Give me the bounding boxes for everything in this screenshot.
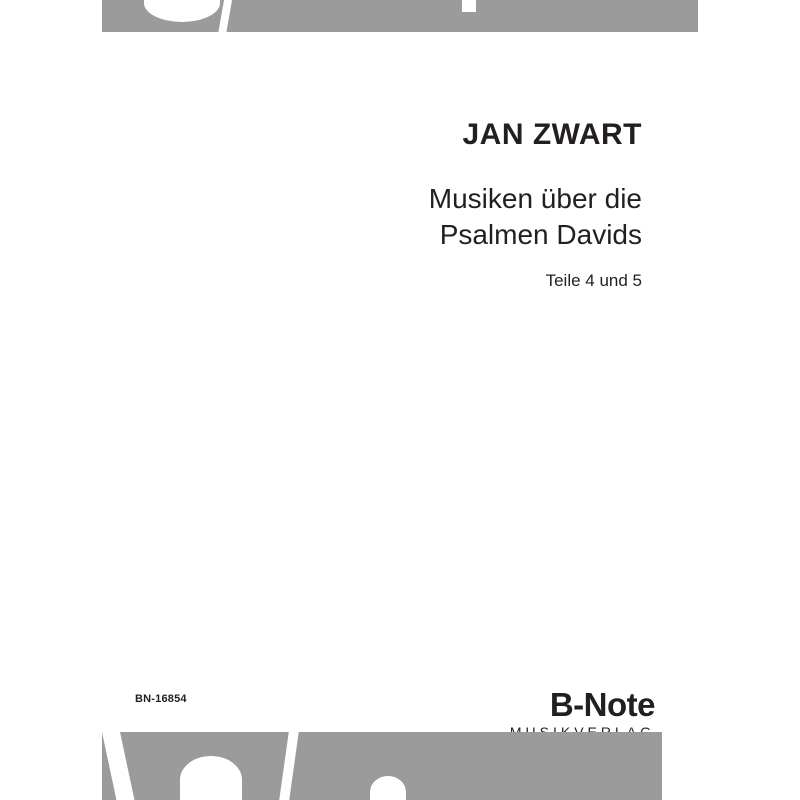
band-notch [370,776,406,800]
band-notch [279,732,299,800]
catalog-number: BN-16854 [135,693,187,705]
band-notch [180,756,242,800]
title-block [212,118,642,291]
band-notch [662,732,698,800]
work-title-line-1: Musiken über die [428,183,642,214]
band-notch [144,0,220,22]
composer-name: JAN ZWART [462,118,642,151]
bottom-decorative-band [102,732,698,800]
publisher-name: B-Note [549,686,655,723]
work-title-line-2: Psalmen Davids [439,218,642,250]
band-notch [102,732,134,800]
work-subtitle: Teile 4 und 5 [545,270,642,290]
band-notch [462,0,476,12]
